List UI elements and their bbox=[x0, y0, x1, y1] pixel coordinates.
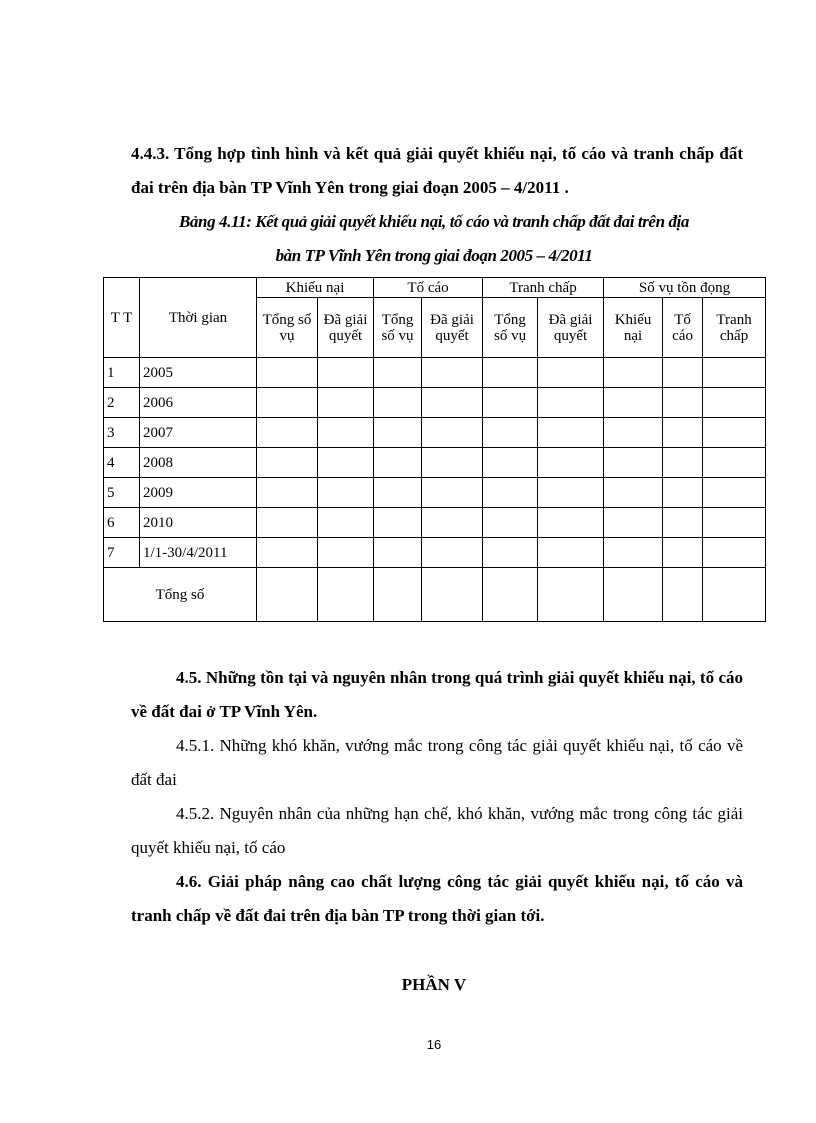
table-row bbox=[104, 388, 766, 418]
row-tt: 2 bbox=[104, 388, 140, 418]
part-heading: PHẦN V bbox=[401, 975, 467, 994]
table-row bbox=[104, 478, 766, 508]
header-tch-da: Đã giải quyết bbox=[538, 298, 604, 358]
header-td-kn: Khiếu nại bbox=[604, 298, 663, 358]
header-tch-tong: Tổng số vụ bbox=[483, 298, 538, 358]
table-row bbox=[104, 448, 766, 478]
header-td-tc: Tố cáo bbox=[663, 298, 703, 358]
row-tt: 3 bbox=[104, 418, 140, 448]
header-time: Thời gian bbox=[140, 278, 257, 358]
header-group-to-cao: Tố cáo bbox=[374, 278, 483, 298]
row-time: 2007 bbox=[140, 418, 257, 448]
header-group-khieu-nai: Khiếu nại bbox=[257, 278, 374, 298]
header-kn-tong: Tổng số vụ bbox=[257, 298, 318, 358]
table-row bbox=[104, 418, 766, 448]
section-4-4-3-heading: 4.4.3. Tổng hợp tình hình và kết quả giải quyết khiếu nại, tố cáo và tranh chấp đất đai trên địa bàn TP Vĩnh Yên trong giai đoạn 2005 – 4/2011 . bbox=[131, 144, 743, 197]
header-group-ton-dong: Số vụ tồn đọng bbox=[604, 278, 766, 298]
header-kn-da: Đã giải quyết bbox=[318, 298, 374, 358]
row-tt: 4 bbox=[104, 448, 140, 478]
row-time: 2006 bbox=[140, 388, 257, 418]
table-caption-line-2: bàn TP Vĩnh Yên trong giai đoạn 2005 – 4/2011 bbox=[275, 246, 593, 265]
section-4-5-1: 4.5.1. Những khó khăn, vướng mắc trong công tác giải quyết khiếu nại, tố cáo về đất đai bbox=[131, 736, 743, 789]
header-tc-da: Đã giải quyết bbox=[422, 298, 483, 358]
row-time: 2005 bbox=[140, 358, 257, 388]
table-row bbox=[104, 538, 766, 568]
row-tt: 6 bbox=[104, 508, 140, 538]
table-row bbox=[104, 508, 766, 538]
section-4-5-2: 4.5.2. Nguyên nhân của những hạn chế, khó khăn, vướng mắc trong công tác giải quyết khiếu nại, tố cáo bbox=[131, 804, 743, 857]
header-group-tranh-chap: Tranh chấp bbox=[483, 278, 604, 298]
total-label: Tổng số bbox=[104, 568, 257, 622]
header-td-tch: Tranh chấp bbox=[703, 298, 766, 358]
header-tc-tong: Tổng số vụ bbox=[374, 298, 422, 358]
section-4-6-heading: 4.6. Giải pháp nâng cao chất lượng công tác giải quyết khiếu nại, tố cáo và tranh chấp về đất đai trên địa bàn TP trong thời gian tới. bbox=[131, 872, 743, 925]
row-time: 2009 bbox=[140, 478, 257, 508]
table-row bbox=[104, 358, 766, 388]
section-4-5-heading: 4.5. Những tồn tại và nguyên nhân trong quá trình giải quyết khiếu nại, tố cáo về đất đai ở TP Vĩnh Yên. bbox=[131, 668, 743, 721]
header-tt: T T bbox=[104, 278, 140, 358]
row-tt: 5 bbox=[104, 478, 140, 508]
row-tt: 7 bbox=[104, 538, 140, 568]
row-time: 2010 bbox=[140, 508, 257, 538]
table-total-row bbox=[104, 568, 766, 622]
page-number: 16 bbox=[426, 1037, 442, 1052]
row-time: 2008 bbox=[140, 448, 257, 478]
table-caption-line-1: Bảng 4.11: Kết quả giải quyết khiếu nại, tố cáo và tranh chấp đất đai trên địa bbox=[178, 212, 690, 231]
row-tt: 1 bbox=[104, 358, 140, 388]
results-table bbox=[103, 277, 766, 622]
row-time: 1/1-30/4/2011 bbox=[140, 538, 257, 568]
